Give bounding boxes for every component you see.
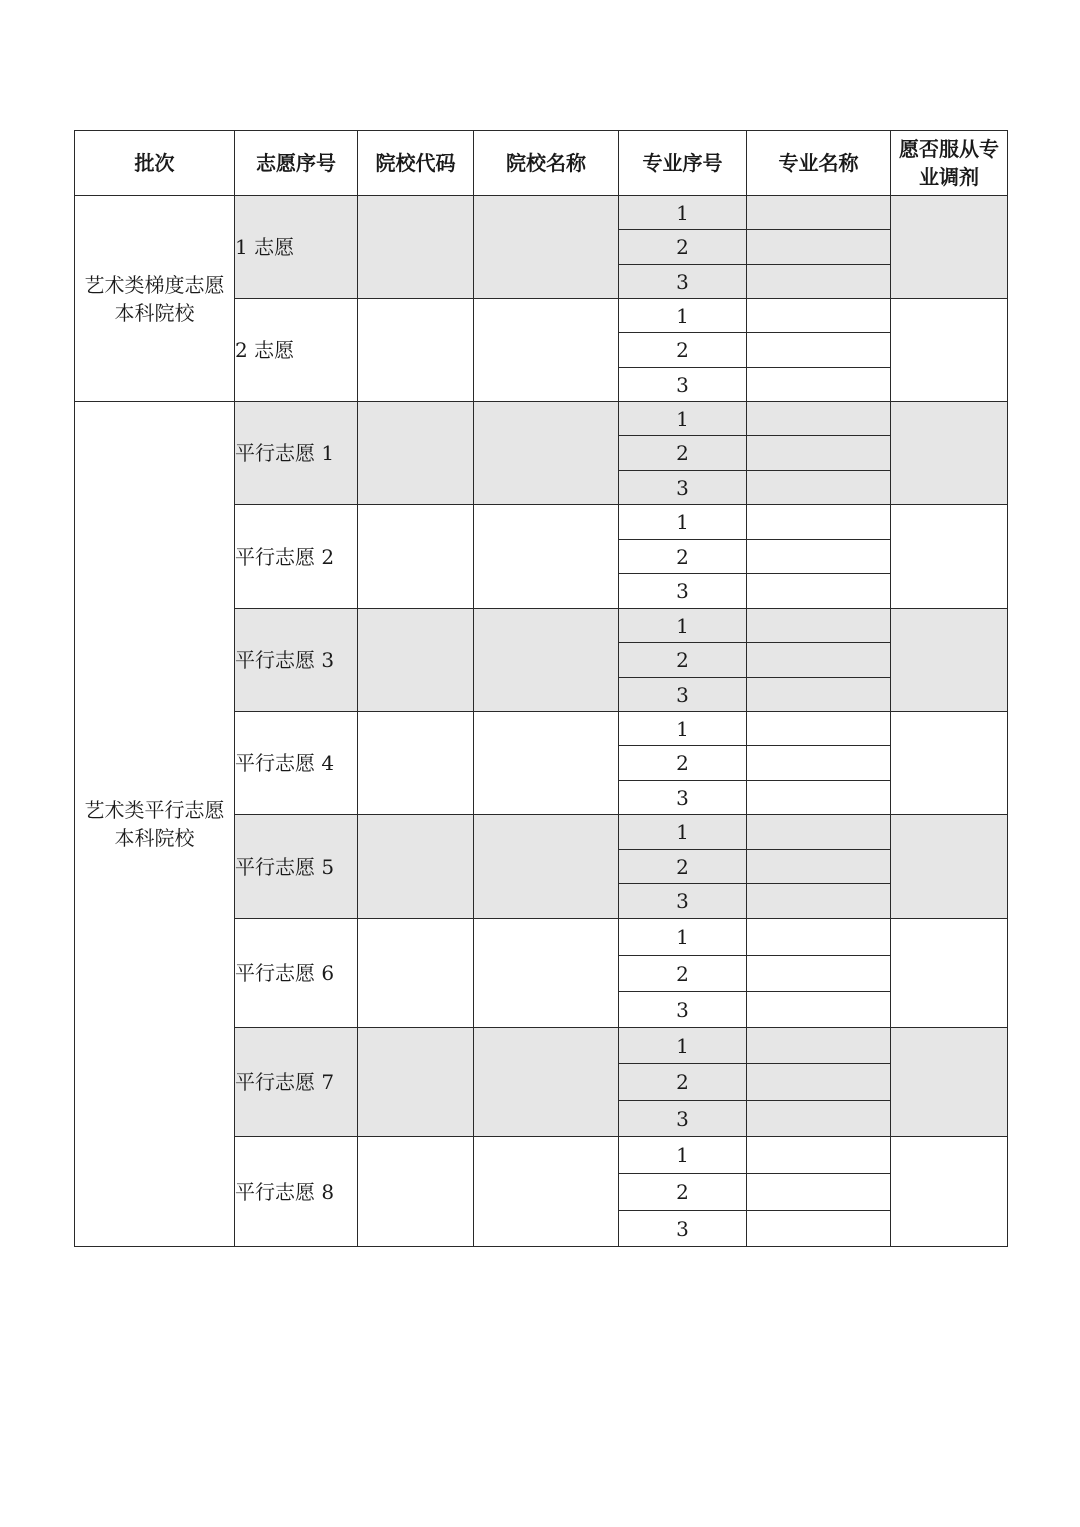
header-batch: 批次 bbox=[75, 131, 235, 196]
major-index: 1 bbox=[619, 1028, 747, 1064]
school-code-cell[interactable] bbox=[358, 609, 474, 712]
major-index: 2 bbox=[619, 746, 747, 781]
major-name-cell[interactable] bbox=[747, 919, 891, 956]
major-name-cell[interactable] bbox=[747, 574, 891, 609]
school-code-cell[interactable] bbox=[358, 1137, 474, 1247]
school-name-cell[interactable] bbox=[474, 402, 619, 505]
adjust-cell[interactable] bbox=[891, 815, 1008, 919]
major-name-cell[interactable] bbox=[747, 230, 891, 265]
volunteer-form-table bbox=[74, 130, 1008, 1247]
header-school-code: 院校代码 bbox=[358, 131, 474, 196]
major-name-cell[interactable] bbox=[747, 609, 891, 643]
major-name-cell[interactable] bbox=[747, 850, 891, 884]
header-major-no: 专业序号 bbox=[619, 131, 747, 196]
header-major-name: 专业名称 bbox=[747, 131, 891, 196]
adjust-cell[interactable] bbox=[891, 402, 1008, 505]
major-name-cell[interactable] bbox=[747, 265, 891, 299]
adjust-cell[interactable] bbox=[891, 299, 1008, 402]
major-index: 2 bbox=[619, 643, 747, 678]
header-adjust: 愿否服从专业调剂 bbox=[891, 131, 1008, 196]
adjust-cell[interactable] bbox=[891, 712, 1008, 815]
batch-cell: 艺术类平行志愿本科院校 bbox=[75, 402, 235, 1247]
major-index: 2 bbox=[619, 436, 747, 471]
major-index: 1 bbox=[619, 299, 747, 333]
major-index: 2 bbox=[619, 850, 747, 884]
major-name-cell[interactable] bbox=[747, 1137, 891, 1174]
major-index: 3 bbox=[619, 678, 747, 712]
major-index: 1 bbox=[619, 712, 747, 746]
major-name-cell[interactable] bbox=[747, 333, 891, 368]
adjust-cell[interactable] bbox=[891, 505, 1008, 609]
major-name-cell[interactable] bbox=[747, 299, 891, 333]
major-index: 3 bbox=[619, 574, 747, 609]
adjust-cell[interactable] bbox=[891, 1137, 1008, 1247]
major-name-cell[interactable] bbox=[747, 402, 891, 436]
major-index: 3 bbox=[619, 884, 747, 919]
major-name-cell[interactable] bbox=[747, 1028, 891, 1064]
choice-label: 平行志愿 7 bbox=[235, 1028, 358, 1137]
school-code-cell[interactable] bbox=[358, 299, 474, 402]
school-name-cell[interactable] bbox=[474, 1028, 619, 1137]
major-name-cell[interactable] bbox=[747, 643, 891, 678]
major-name-cell[interactable] bbox=[747, 781, 891, 815]
adjust-cell[interactable] bbox=[891, 919, 1008, 1028]
major-index: 2 bbox=[619, 1064, 747, 1101]
major-index: 3 bbox=[619, 265, 747, 299]
choice-label: 平行志愿 5 bbox=[235, 815, 358, 919]
major-name-cell[interactable] bbox=[747, 368, 891, 402]
school-name-cell[interactable] bbox=[474, 299, 619, 402]
header-choice-no: 志愿序号 bbox=[235, 131, 358, 196]
major-index: 2 bbox=[619, 1174, 747, 1211]
choice-label: 平行志愿 6 bbox=[235, 919, 358, 1028]
major-name-cell[interactable] bbox=[747, 505, 891, 540]
batch-cell: 艺术类梯度志愿本科院校 bbox=[75, 196, 235, 402]
adjust-cell[interactable] bbox=[891, 609, 1008, 712]
major-name-cell[interactable] bbox=[747, 956, 891, 992]
choice-label: 平行志愿 4 bbox=[235, 712, 358, 815]
major-name-cell[interactable] bbox=[747, 712, 891, 746]
major-name-cell[interactable] bbox=[747, 992, 891, 1028]
major-index: 3 bbox=[619, 1101, 747, 1137]
major-name-cell[interactable] bbox=[747, 196, 891, 230]
choice-label: 平行志愿 8 bbox=[235, 1137, 358, 1247]
school-name-cell[interactable] bbox=[474, 196, 619, 299]
major-name-cell[interactable] bbox=[747, 815, 891, 850]
school-name-cell[interactable] bbox=[474, 609, 619, 712]
major-name-cell[interactable] bbox=[747, 540, 891, 574]
major-name-cell[interactable] bbox=[747, 1174, 891, 1211]
school-name-cell[interactable] bbox=[474, 712, 619, 815]
school-code-cell[interactable] bbox=[358, 402, 474, 505]
major-index: 3 bbox=[619, 781, 747, 815]
major-name-cell[interactable] bbox=[747, 471, 891, 505]
choice-label: 平行志愿 3 bbox=[235, 609, 358, 712]
adjust-cell[interactable] bbox=[891, 196, 1008, 299]
major-index: 3 bbox=[619, 368, 747, 402]
school-code-cell[interactable] bbox=[358, 196, 474, 299]
major-name-cell[interactable] bbox=[747, 1101, 891, 1137]
school-name-cell[interactable] bbox=[474, 505, 619, 609]
major-index: 1 bbox=[619, 815, 747, 850]
major-index: 2 bbox=[619, 956, 747, 992]
major-index: 2 bbox=[619, 230, 747, 265]
major-index: 1 bbox=[619, 402, 747, 436]
school-name-cell[interactable] bbox=[474, 815, 619, 919]
major-index: 3 bbox=[619, 1211, 747, 1247]
choice-label: 2 志愿 bbox=[235, 299, 358, 402]
header-school-name: 院校名称 bbox=[474, 131, 619, 196]
major-index: 1 bbox=[619, 505, 747, 540]
major-index: 2 bbox=[619, 333, 747, 368]
major-name-cell[interactable] bbox=[747, 884, 891, 919]
choice-label: 平行志愿 2 bbox=[235, 505, 358, 609]
school-code-cell[interactable] bbox=[358, 712, 474, 815]
major-index: 1 bbox=[619, 1137, 747, 1174]
school-name-cell[interactable] bbox=[474, 919, 619, 1028]
school-name-cell[interactable] bbox=[474, 1137, 619, 1247]
major-index: 1 bbox=[619, 919, 747, 956]
major-name-cell[interactable] bbox=[747, 1064, 891, 1101]
table-row bbox=[75, 402, 1008, 436]
choice-label: 1 志愿 bbox=[235, 196, 358, 299]
major-index: 2 bbox=[619, 540, 747, 574]
adjust-cell[interactable] bbox=[891, 1028, 1008, 1137]
major-index: 3 bbox=[619, 992, 747, 1028]
school-code-cell[interactable] bbox=[358, 505, 474, 609]
school-code-cell[interactable] bbox=[358, 919, 474, 1028]
school-code-cell[interactable] bbox=[358, 815, 474, 919]
major-index: 1 bbox=[619, 196, 747, 230]
major-name-cell[interactable] bbox=[747, 746, 891, 781]
major-name-cell[interactable] bbox=[747, 1211, 891, 1247]
table-row bbox=[75, 196, 1008, 230]
choice-label: 平行志愿 1 bbox=[235, 402, 358, 505]
header-row bbox=[75, 131, 1008, 196]
major-index: 3 bbox=[619, 471, 747, 505]
major-name-cell[interactable] bbox=[747, 436, 891, 471]
major-index: 1 bbox=[619, 609, 747, 643]
major-name-cell[interactable] bbox=[747, 678, 891, 712]
school-code-cell[interactable] bbox=[358, 1028, 474, 1137]
